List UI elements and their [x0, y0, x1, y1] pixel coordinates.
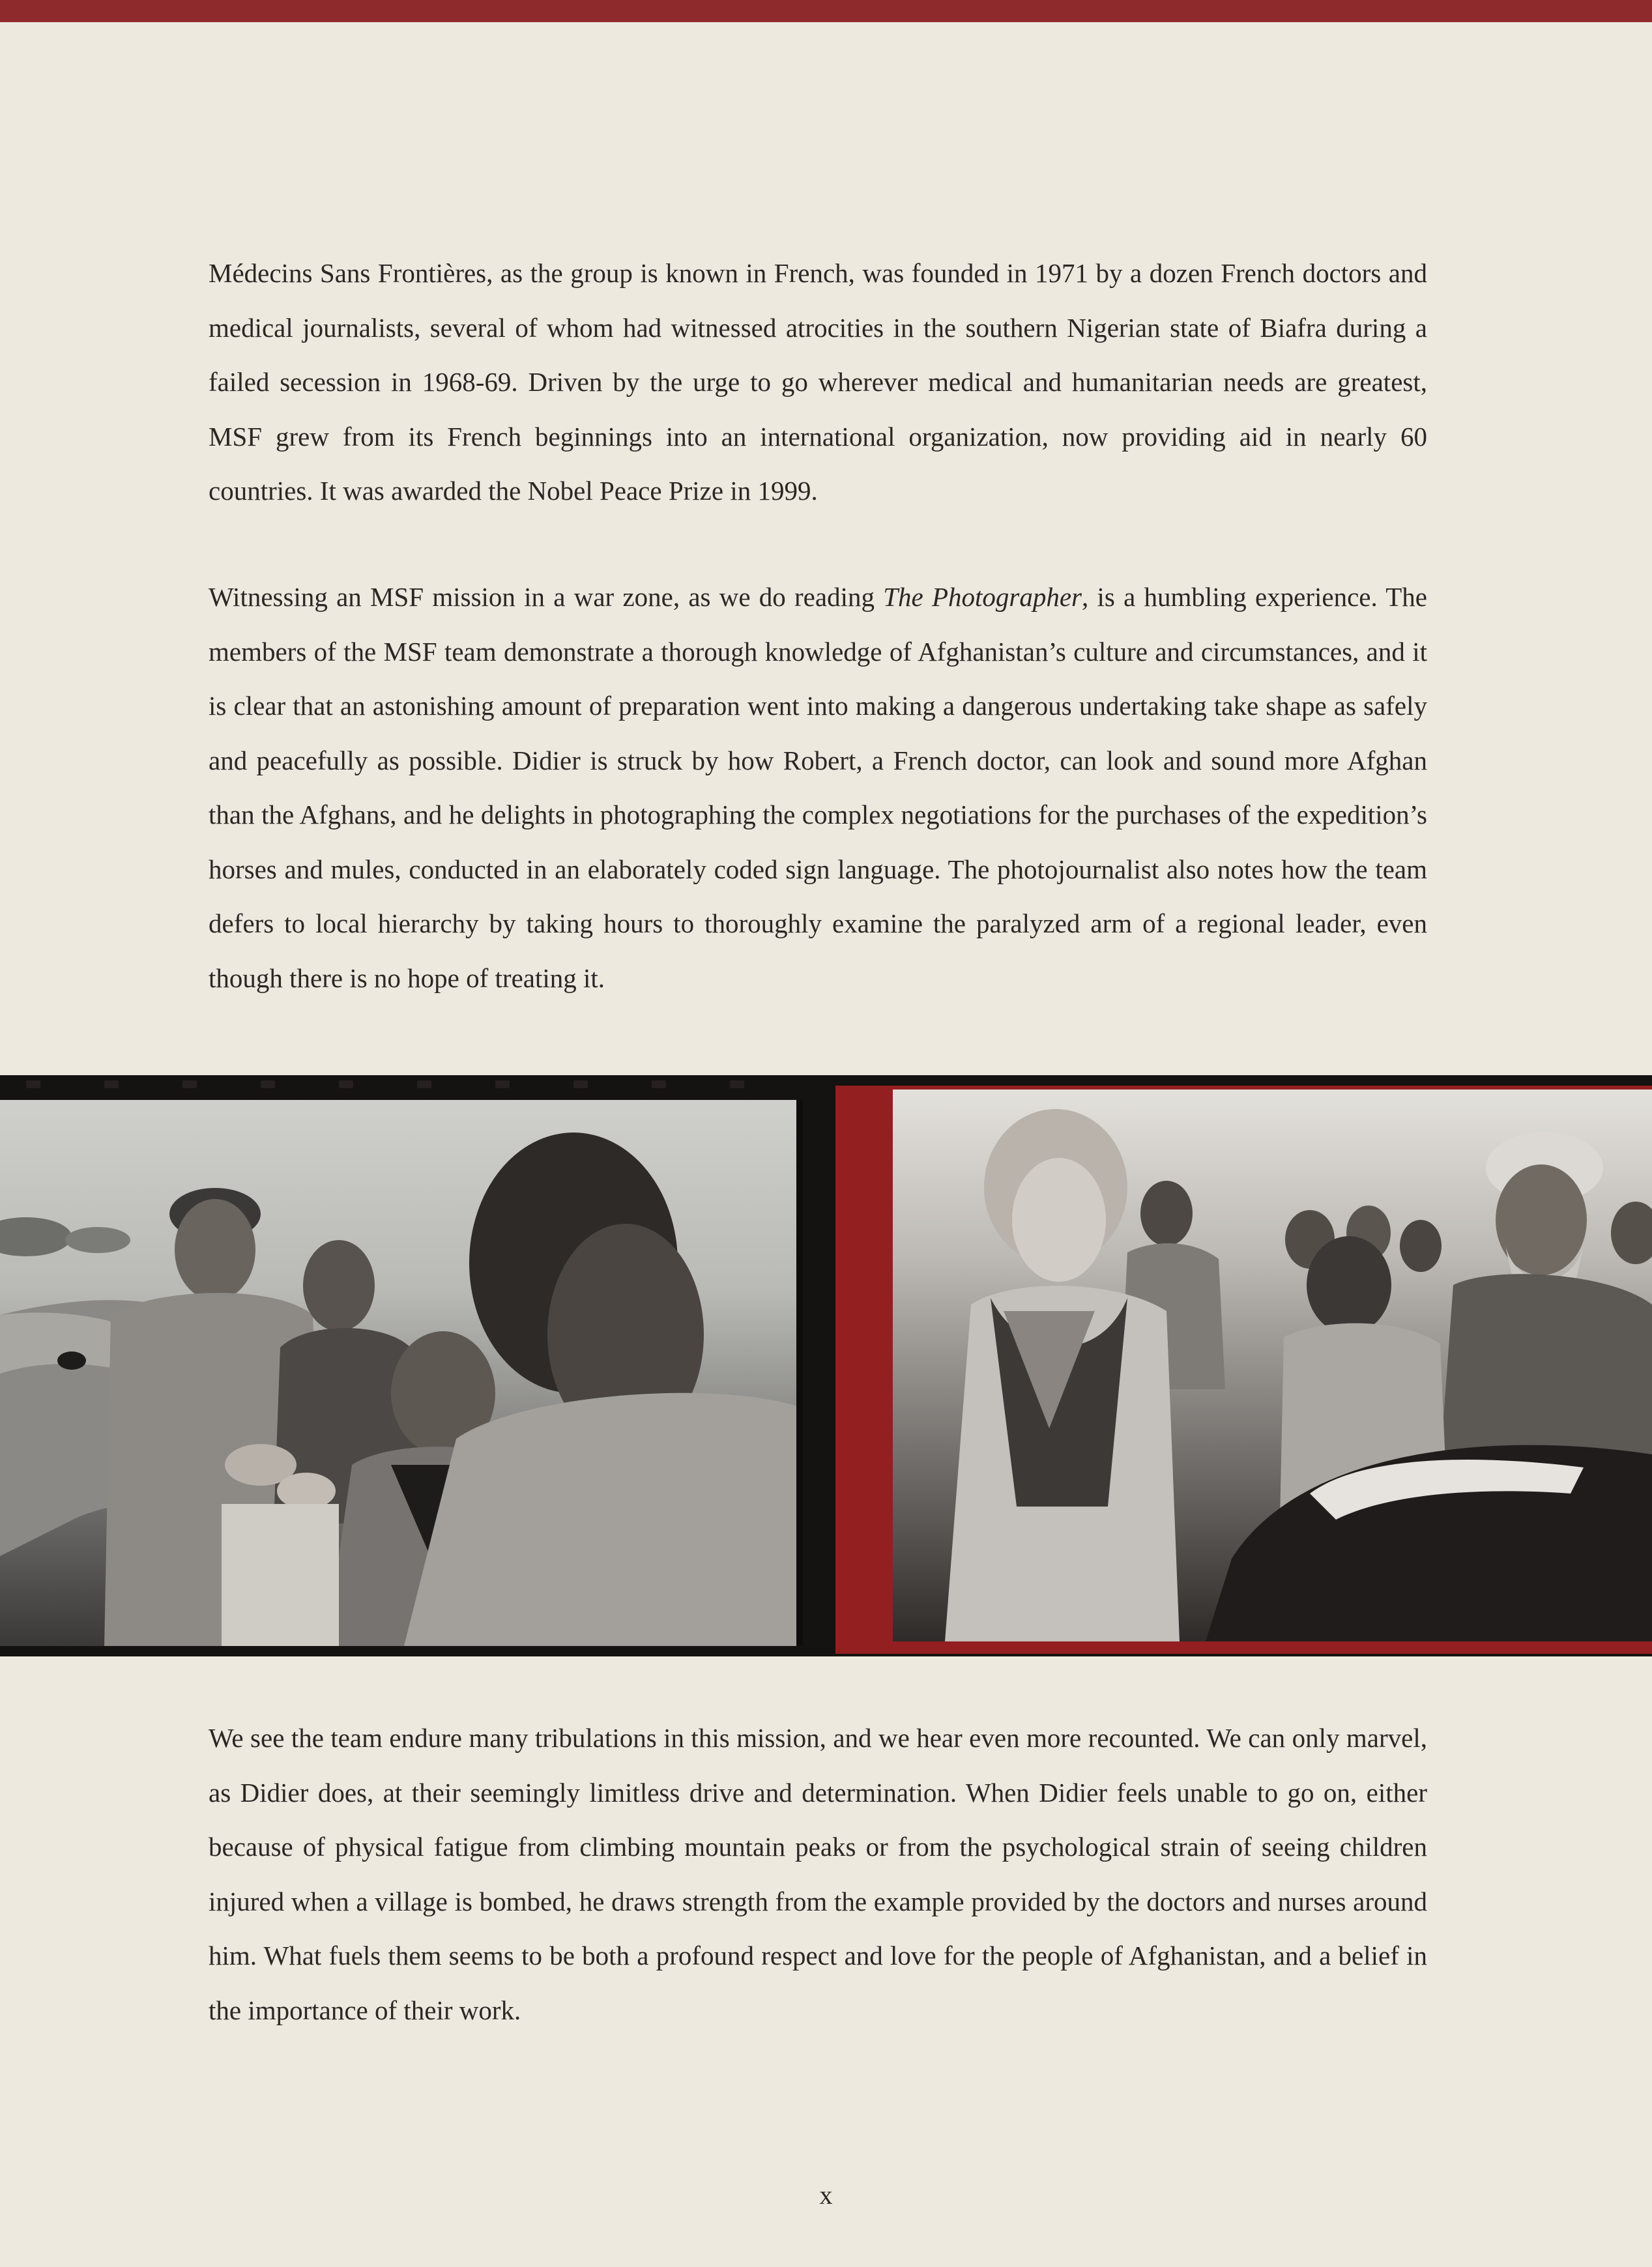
paragraph-text-rest: , is a humbling experience. The members of the MSF team demonstrate a thorough knowledge of Afghanistan’s culture and circumstances, and it is clear that an astonishing amount of preparation went into making a dangerous undertaking take shape as safely and peacefully as possible. Didier is struck by how Robert, a French doctor, can look and sound more Afghan than the Afghans, and he delights in photographing the complex negotiations for the purchases of the expedition’s horses and mules, conducted in an elaborately coded sign language. The photojournalist also notes how the team defers to local hierarchy by taking hours to thoroughly examine the paralyzed arm of a regional leader, even though there is no hope of treating it. — [209, 582, 1427, 993]
film-sprocket — [261, 1080, 275, 1088]
paragraph-msf-history: Médecins Sans Frontières, as the group is known in French, was founded in 1971 by a dozen French doctors and medical journalists, several of whom had witnessed atrocities in the southern Nigerian state of Biafra during a failed secession in 1968-69. Driven by the urge to go wherever medical and humanitarian needs are greatest, MSF grew from its French beginnings into an international organization, now providing aid in nearly 60 countries. It was awarded the Nobel Peace Prize in 1999. — [209, 258, 1427, 506]
film-sprocket — [26, 1080, 40, 1088]
paragraph-team-tribulations: We see the team endure many tribulations in this mission, and we hear even more recounted. We can only marvel, as Didier does, at their seemingly limitless drive and determination. When Didier feels unable to go on, either because of physical fatigue from climbing mountain peaks or from the psychological strain of seeing children injured when a village is bombed, he draws strength from the example provided by the doctors and nurses around him. What fuels them seems to be both a profound respect and love for the people of Afghanistan, and a belief in the importance of their work. — [209, 1723, 1427, 2025]
photo-examining-donkey — [0, 1100, 803, 1646]
paragraph-text-lead: Witnessing an MSF mission in a war zone, as we do reading — [209, 582, 884, 612]
film-sprocket — [495, 1080, 510, 1088]
film-sprocket — [417, 1080, 431, 1088]
film-sprocket — [573, 1080, 588, 1088]
film-sprocket — [182, 1080, 197, 1088]
page-number: x — [819, 2180, 833, 2210]
photo-woman-in-crowd — [893, 1090, 1652, 1641]
film-sprocket — [730, 1080, 744, 1088]
film-sprocket — [104, 1080, 119, 1088]
book-title: The Photographer — [883, 582, 1082, 612]
film-strip-photos — [0, 1075, 1652, 1656]
film-sprocket — [339, 1080, 353, 1088]
top-accent-band — [0, 0, 1652, 22]
paragraph-mission-witness — [209, 570, 1427, 1005]
film-sprocket — [652, 1080, 666, 1088]
